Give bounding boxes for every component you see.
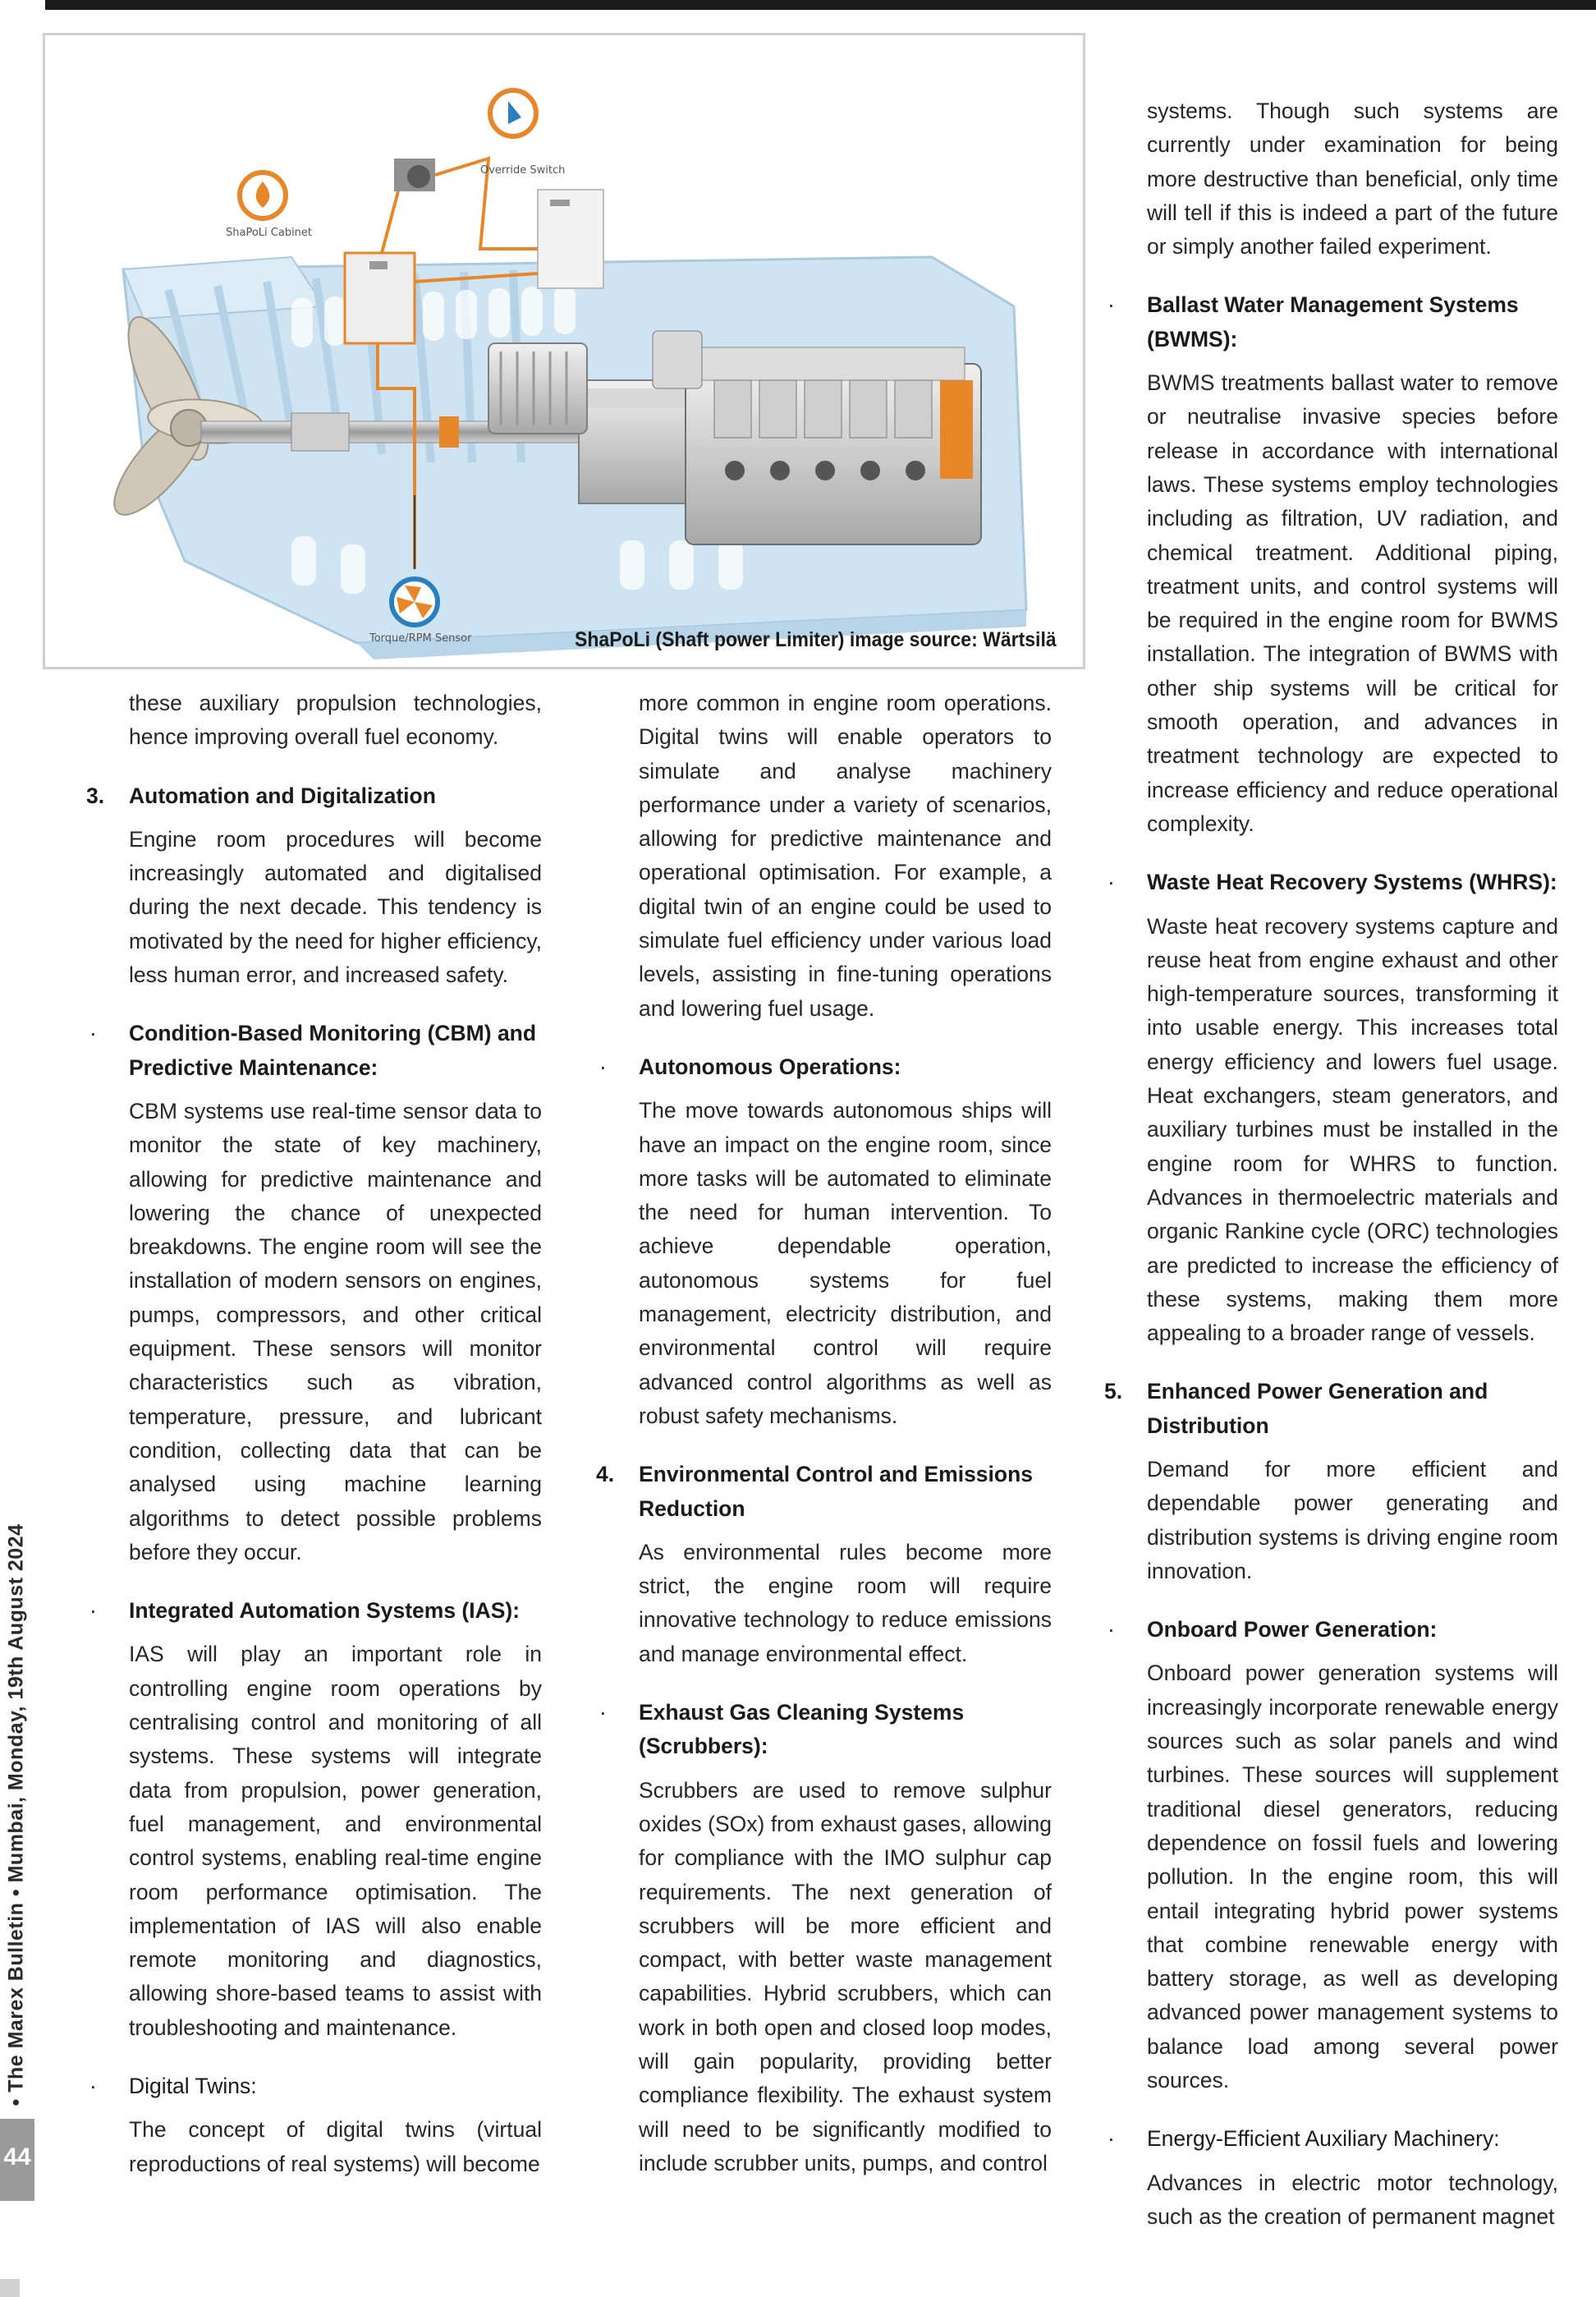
- section-heading: 4. Environmental Control and Emissions Reduction: [596, 1458, 1052, 1526]
- override-switch: [394, 158, 435, 191]
- subsection-heading: · Autonomous Operations:: [596, 1050, 1052, 1084]
- paragraph: systems. Though such systems are currently under examination for being more destructive than beneficial, only time will tell if this is indeed a part of the future or simply another failed experiment.: [1147, 99, 1558, 260]
- paragraph: The move towards autonomous ships will have an impact on the engine room, since more tasks will be automated to eliminate the need for human intervention. To achieve dependable operation, autonomous systems for fuel management, electricity distribution, and environmental control will require advanced control algorithms as well as robust safety mechanisms.: [639, 1098, 1052, 1428]
- section-number: 3.: [86, 783, 105, 808]
- paragraph: Advances in electric motor technology, such as the creation of permanent magnet: [1147, 2170, 1558, 2229]
- paragraph: The concept of digital twins (virtual reproductions of real systems) will become: [129, 2117, 542, 2176]
- override-cabinet: [538, 190, 603, 288]
- subsection-heading: · Digital Twins:: [86, 2070, 542, 2103]
- top-rule: [45, 0, 1596, 10]
- paragraph: these auxiliary propulsion technologies, hence improving overall fuel economy.: [129, 691, 542, 750]
- cabinet-icon: [240, 172, 286, 218]
- paragraph: Demand for more efficient and dependable power generating and distribution systems is driving engine room innovation.: [1147, 1456, 1558, 1583]
- paragraph: Waste heat recovery systems capture and reuse heat from engine exhaust and other high-temperature sources, transforming it into usable energy. This increases total energy efficiency and lowers fuel usage. Heat exchangers, steam generators, and auxiliary turbines must be installed in the engine room for WHRS to function. Advances in thermoelectric materials and organic Rankine cycle (ORC) technologies are predicted to increase the efficiency of these systems, making them more appealing to a broader range of vessels.: [1147, 913, 1558, 1346]
- bullet: ·: [89, 1598, 97, 1624]
- paragraph: As environmental rules become more strict, the engine room will require innovative technology to reduce emissions and manage environmental effect.: [639, 1539, 1052, 1666]
- page-number: 44: [0, 2119, 34, 2201]
- bullet: ·: [1108, 292, 1115, 318]
- paragraph: BWMS treatments ballast water to remove or neutralise invasive species before release in accordance with international laws. These systems employ technologies including as filtration, UV radiation, and chemical treatment. Additional piping, treatment units, and control systems will be required in the engine room for BWMS installation. The integration of BWMS with other ship systems will be critical for smooth operation, and advances in treatment technology are expected to increase efficiency and reduce operational complexity.: [1147, 370, 1558, 836]
- section-number: 4.: [596, 1462, 615, 1487]
- column-1: [86, 687, 542, 2181]
- corner-mark: [0, 2279, 20, 2297]
- figure-caption: ShaPoLi (Shaft power Limiter) image source: Wärtsilä: [575, 628, 1057, 651]
- paragraph: IAS will play an important role in controlling engine room operations by centralising control and monitoring of all systems. These systems will integrate data from propulsion, power generation, fuel management, and environmental control systems, enabling real-time engine room performance optimisation. The implementation of IAS will also enable remote monitoring and diagnostics, allowing shore-based teams to assist with troubleshooting and maintenance.: [129, 1642, 542, 2040]
- paragraph: more common in engine room operations. Digital twins will enable operators to simulate and analyse machinery performance under a variety of scenarios, allowing for predictive maintenance and operational optimisation. For example, a digital twin of an engine could be used to simulate fuel efficiency under various load levels, assisting in fine-tuning operations and lowering fuel usage.: [639, 691, 1052, 1021]
- subsection-heading: · Condition-Based Monitoring (CBM) and Predictive Maintenance:: [86, 1017, 542, 1085]
- running-footer: • The Marex Bulletin • Mumbai, Monday, 19th August 2024: [4, 1523, 28, 2106]
- column-2: [596, 687, 1052, 2180]
- paragraph: CBM systems use real-time sensor data to monitor the state of key machinery, allowing for predictive maintenance and lowering the chance of unexpected breakdowns. The engine room will see the installation of modern sensors on engines, pumps, compressors, and other critical equipment. These sensors will monitor characteristics such as vibration, temperature, pressure, and lubricant condition, collecting data that can be analysed using machine learning algorithms to detect possible problems before they occur.: [129, 1098, 542, 1564]
- section-heading: 3. Automation and Digitalization: [86, 779, 542, 813]
- subsection-heading: · Exhaust Gas Cleaning Systems (Scrubbers):: [596, 1696, 1052, 1764]
- gearbox: [579, 380, 702, 503]
- column-3: [1104, 94, 1558, 2234]
- shapoli-figure: [43, 33, 1085, 669]
- sensor-label: Torque/RPM Sensor: [369, 632, 472, 645]
- paragraph: Onboard power generation systems will increasingly incorporate renewable energy sources such as solar panels and wind turbines. These sources will supplement traditional diesel generators, reducing dependence on fossil fuels and lowering pollution. In the engine room, this will entail integrating hybrid power systems that combine renewable energy with battery storage, as well as developing advanced power management systems to balance load among several power sources.: [1147, 1661, 1558, 2093]
- override-switch-icon: [490, 90, 536, 136]
- bullet: ·: [89, 1021, 97, 1046]
- subsection-heading: · Waste Heat Recovery Systems (WHRS):: [1104, 866, 1558, 899]
- main-engine: [653, 331, 981, 544]
- section-heading: 5. Enhanced Power Generation and Distribution: [1104, 1375, 1558, 1443]
- bullet: ·: [1108, 2126, 1115, 2152]
- shapoli-cabinet: [345, 253, 415, 343]
- subsection-heading: · Onboard Power Generation:: [1104, 1613, 1558, 1647]
- section-number: 5.: [1104, 1379, 1123, 1404]
- subsection-heading: · Ballast Water Management Systems (BWMS):: [1104, 288, 1558, 356]
- bullet: ·: [1108, 1617, 1115, 1642]
- torque-sensor-icon: [392, 579, 438, 625]
- side-rail: [0, 1523, 34, 2201]
- cabinet-label: ShaPoLi Cabinet: [226, 227, 313, 239]
- bullet: ·: [89, 2073, 97, 2098]
- bullet: ·: [599, 1700, 607, 1725]
- subsection-heading: · Integrated Automation Systems (IAS):: [86, 1594, 542, 1628]
- generator: [488, 343, 587, 434]
- bullet: ·: [1108, 870, 1115, 895]
- subsection-heading: · Energy-Efficient Auxiliary Machinery:: [1104, 2122, 1558, 2156]
- paragraph: Engine room procedures will become increasingly automated and digitalised during the next decade. This tendency is motivated by the need for higher efficiency, less human error, and increased safety.: [129, 826, 542, 988]
- bullet: ·: [599, 1054, 607, 1079]
- paragraph: Scrubbers are used to remove sulphur oxides (SOx) from exhaust gases, allowing for compliance with the IMO sulphur cap requirements. The next generation of scrubbers will be more efficient and compact, with better waste management capabilities. Hybrid scrubbers, which can work in both open and closed loop modes, will gain popularity, providing better compliance flexibility. The exhaust system will need to be significantly modified to include scrubber units, pumps, and control: [639, 1777, 1052, 2175]
- engine-room-illustration: [45, 35, 1083, 667]
- override-label: Override Switch: [480, 164, 566, 177]
